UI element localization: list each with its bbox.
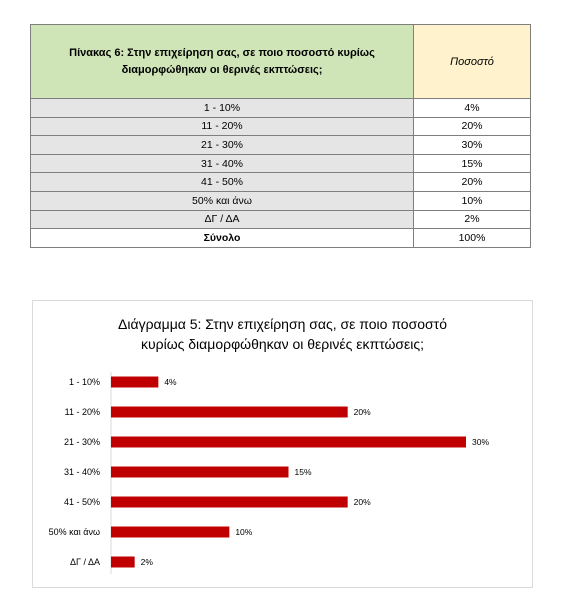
table-row — [31, 210, 531, 229]
table-header-row — [31, 25, 531, 99]
category-tick-label: 50% και άνω — [48, 527, 100, 537]
table-total-row — [31, 229, 531, 248]
bar — [111, 437, 466, 448]
bar-data-label: 30% — [472, 437, 490, 447]
table-row — [31, 117, 531, 136]
bar-chart — [32, 300, 533, 588]
table-row — [31, 191, 531, 210]
category-tick-label: 41 - 50% — [63, 497, 100, 507]
row-label: 41 - 50% — [31, 173, 414, 192]
category-tick-label: 1 - 10% — [68, 377, 100, 387]
row-value: 4% — [414, 99, 531, 118]
category-tick-label: ΔΓ / ΔΑ — [70, 557, 100, 567]
table-row — [31, 99, 531, 118]
table-title: Πίνακας 6: Στην επιχείρηση σας, σε ποιο ποσοστό κυρίως διαμορφώθηκαν οι θερινές εκπτώσεις; — [31, 25, 414, 99]
chart-title-line-1: Διάγραμμα 5: Στην επιχείρηση σας, σε ποιο ποσοστό — [118, 316, 447, 332]
row-value: 15% — [414, 154, 531, 173]
bar-data-label: 15% — [294, 467, 312, 477]
bar-data-label: 4% — [164, 377, 177, 387]
row-label: 21 - 30% — [31, 136, 414, 155]
bar-data-label: 20% — [353, 497, 371, 507]
table-row — [31, 173, 531, 192]
category-tick-label: 11 - 20% — [64, 407, 100, 417]
row-label: ΔΓ / ΔΑ — [31, 210, 414, 229]
table-row — [31, 154, 531, 173]
bar-data-label: 10% — [235, 527, 253, 537]
total-value: 100% — [414, 229, 531, 248]
bar — [111, 377, 158, 388]
chart-plot — [33, 301, 532, 587]
bar — [111, 407, 348, 418]
total-label: Σύνολο — [31, 229, 414, 248]
bar — [111, 557, 135, 568]
row-label: 50% και άνω — [31, 191, 414, 210]
row-label: 11 - 20% — [31, 117, 414, 136]
row-value: 30% — [414, 136, 531, 155]
bar — [111, 527, 229, 538]
category-tick-label: 21 - 30% — [63, 437, 100, 447]
row-value: 2% — [414, 210, 531, 229]
results-table — [30, 24, 531, 248]
column-header-percentage: Ποσοστό — [414, 25, 531, 99]
row-value: 20% — [414, 117, 531, 136]
chart-title-line-2: κυρίως διαμορφώθηκαν οι θερινές εκπτώσεις; — [140, 336, 425, 352]
row-value: 10% — [414, 191, 531, 210]
row-value: 20% — [414, 173, 531, 192]
bar — [111, 467, 289, 478]
bar — [111, 497, 348, 508]
row-label: 1 - 10% — [31, 99, 414, 118]
category-tick-label: 31 - 40% — [63, 467, 100, 477]
row-label: 31 - 40% — [31, 154, 414, 173]
table-row — [31, 136, 531, 155]
bar-data-label: 2% — [140, 557, 153, 567]
bar-data-label: 20% — [353, 407, 371, 417]
